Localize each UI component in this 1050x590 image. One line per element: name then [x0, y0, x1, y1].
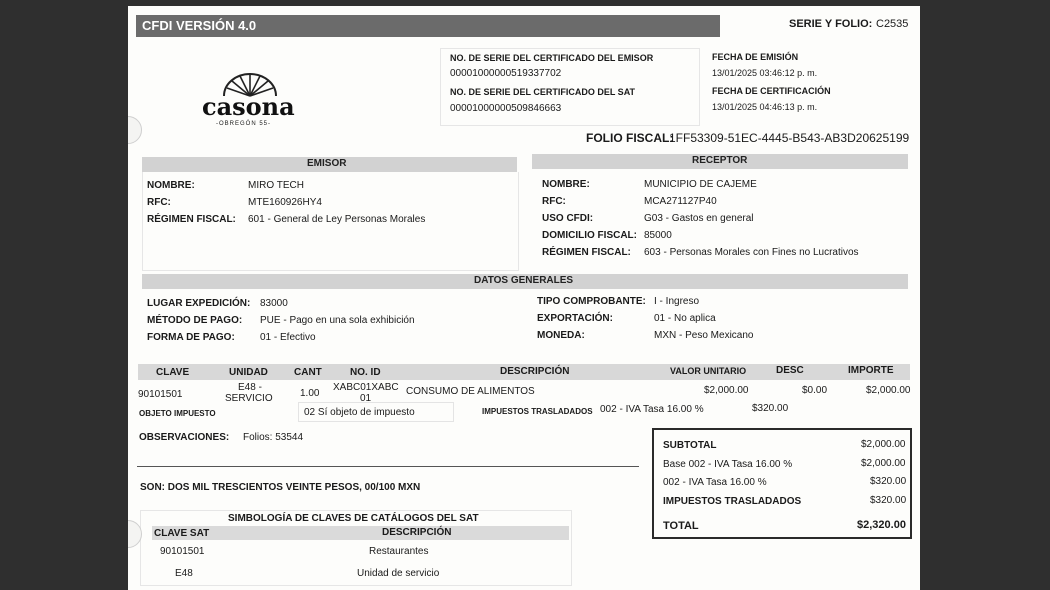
col-desc: DESC — [776, 365, 804, 376]
tipo-label: TIPO COMPROBANTE: — [537, 296, 646, 307]
company-logo — [202, 68, 298, 130]
receptor-header-bar — [532, 154, 908, 169]
logo-wordmark: casona — [202, 92, 295, 121]
serie-folio-value: C2535 — [876, 18, 909, 30]
emisor-rfc-label: RFC: — [147, 197, 171, 208]
fecha-emision-label: FECHA DE EMISIÓN — [712, 52, 799, 62]
metodo-value: PUE - Pago en una sola exhibición — [260, 315, 415, 326]
invoice-sheet — [128, 6, 920, 590]
iva-label: 002 - IVA Tasa 16.00 % — [663, 477, 767, 488]
emisor-regimen-value: 601 - General de Ley Personas Morales — [248, 214, 426, 225]
fecha-emision-value: 13/01/2025 03:46:12 p. m. — [712, 68, 818, 78]
exportacion-value: 01 - No aplica — [654, 313, 716, 324]
receptor-nombre-label: NOMBRE: — [542, 179, 590, 190]
folio-fiscal-value: 1FF53309-51EC-4445-B543-AB3D20625199 — [669, 131, 910, 145]
lugar-value: 83000 — [260, 298, 288, 309]
divider-line — [137, 466, 639, 467]
subtotal-value: $2,000.00 — [861, 439, 906, 450]
moneda-label: MONEDA: — [537, 330, 585, 341]
tipo-value: I - Ingreso — [654, 296, 700, 307]
exportacion-label: EXPORTACIÓN: — [537, 313, 613, 324]
subtotal-label: SUBTOTAL — [663, 440, 717, 451]
simbologia-desc: Unidad de servicio — [357, 568, 440, 579]
emisor-nombre-label: NOMBRE: — [147, 180, 195, 191]
receptor-title: RECEPTOR — [692, 155, 748, 166]
col-unidad: UNIDAD — [229, 367, 268, 378]
col-descripcion: DESCRIPCIÓN — [500, 366, 570, 377]
col-clave: CLAVE — [156, 367, 190, 378]
observaciones-value: Folios: 53544 — [243, 432, 304, 443]
simbologia-title: SIMBOLOGÍA DE CLAVES DE CATÁLOGOS DEL SAT — [228, 513, 479, 524]
emisor-rfc-value: MTE160926HY4 — [248, 197, 322, 208]
observaciones-label: OBSERVACIONES: — [139, 432, 230, 443]
folio-fiscal-label: FOLIO FISCAL: — [586, 131, 674, 145]
row-cant: 1.00 — [300, 388, 320, 399]
col-noid: NO. ID — [350, 367, 381, 378]
total-label: TOTAL — [663, 520, 699, 532]
logo-tagline: -OBREGÓN 55- — [216, 121, 272, 127]
datos-generales-title: DATOS GENERALES — [474, 275, 574, 286]
moneda-value: MXN - Peso Mexicano — [654, 330, 754, 341]
base-value: $2,000.00 — [861, 458, 906, 469]
impuestos-trasladados-amount: $320.00 — [752, 403, 789, 414]
emisor-cert-value: 00001000000519337702 — [450, 68, 562, 79]
row-descripcion: CONSUMO DE ALIMENTOS — [406, 386, 535, 397]
receptor-rfc-label: RFC: — [542, 196, 566, 207]
impuestos-total-label: IMPUESTOS TRASLADADOS — [663, 496, 802, 507]
lugar-label: LUGAR EXPEDICIÓN: — [147, 298, 251, 309]
impuestos-total-value: $320.00 — [870, 495, 907, 506]
row-importe: $2,000.00 — [866, 385, 911, 396]
receptor-nombre-value: MUNICIPIO DE CAJEME — [644, 179, 757, 190]
row-clave: 90101501 — [138, 389, 183, 400]
receptor-regimen-value: 603 - Personas Morales con Fines no Lucrativos — [644, 247, 859, 258]
sat-cert-value: 00001000000509846663 — [450, 103, 562, 114]
col-cant: CANT — [294, 367, 322, 378]
row-unidad-2: SERVICIO — [225, 393, 273, 404]
simbologia-desc-header: DESCRIPCIÓN — [382, 527, 452, 538]
receptor-rfc-value: MCA271127P40 — [644, 196, 717, 207]
row-noid-1: XABC01XABC — [333, 382, 399, 393]
row-valor: $2,000.00 — [704, 385, 749, 396]
col-valor-unitario: VALOR UNITARIO — [670, 366, 747, 376]
col-importe: IMPORTE — [848, 365, 894, 376]
receptor-regimen-label: RÉGIMEN FISCAL: — [542, 247, 631, 258]
amount-in-words: SON: DOS MIL TRESCIENTOS VEINTE PESOS, 00/100 MXN — [140, 482, 421, 493]
row-unidad-1: E48 - — [238, 382, 262, 393]
iva-value: $320.00 — [870, 476, 907, 487]
serie-folio-label: SERIE Y FOLIO: — [789, 18, 873, 30]
sat-cert-label: NO. DE SERIE DEL CERTIFICADO DEL SAT — [450, 87, 636, 97]
forma-value: 01 - Efectivo — [260, 332, 316, 343]
receptor-domicilio-value: 85000 — [644, 230, 672, 241]
simbologia-clave: 90101501 — [160, 546, 205, 557]
receptor-uso-label: USO CFDI: — [542, 213, 594, 224]
objeto-impuesto-label: OBJETO IMPUESTO — [139, 409, 216, 418]
simbologia-clave: E48 — [175, 568, 193, 579]
emisor-nombre-value: MIRO TECH — [248, 180, 304, 191]
receptor-domicilio-label: DOMICILIO FISCAL: — [542, 230, 637, 241]
simbologia-clave-header: CLAVE SAT — [154, 528, 210, 539]
impuestos-trasladados-value: 002 - IVA Tasa 16.00 % — [600, 404, 704, 415]
simbologia-header-bar — [152, 526, 569, 540]
row-noid-2: 01 — [360, 393, 372, 404]
emisor-header-bar — [142, 157, 517, 172]
receptor-uso-value: G03 - Gastos en general — [644, 213, 754, 224]
emisor-title: EMISOR — [307, 158, 347, 169]
datos-generales-bar — [142, 274, 908, 289]
punch-hole — [128, 116, 142, 144]
forma-label: FORMA DE PAGO: — [147, 332, 235, 343]
impuestos-trasladados-label: IMPUESTOS TRASLADADOS — [482, 407, 593, 416]
fecha-certificacion-label: FECHA DE CERTIFICACIÓN — [712, 86, 831, 96]
title-bar — [136, 15, 720, 37]
metodo-label: MÉTODO DE PAGO: — [147, 315, 243, 326]
fecha-certificacion-value: 13/01/2025 04:46:13 p. m. — [712, 102, 818, 112]
simbologia-desc: Restaurantes — [369, 546, 429, 557]
total-value: $2,320.00 — [857, 519, 906, 531]
row-desc: $0.00 — [802, 385, 828, 396]
emisor-regimen-label: RÉGIMEN FISCAL: — [147, 214, 236, 225]
objeto-impuesto-value: 02 Sí objeto de impuesto — [304, 407, 415, 418]
document-title: CFDI VERSIÓN 4.0 — [142, 18, 257, 33]
emisor-cert-label: NO. DE SERIE DEL CERTIFICADO DEL EMISOR — [450, 53, 654, 63]
base-label: Base 002 - IVA Tasa 16.00 % — [663, 459, 793, 470]
